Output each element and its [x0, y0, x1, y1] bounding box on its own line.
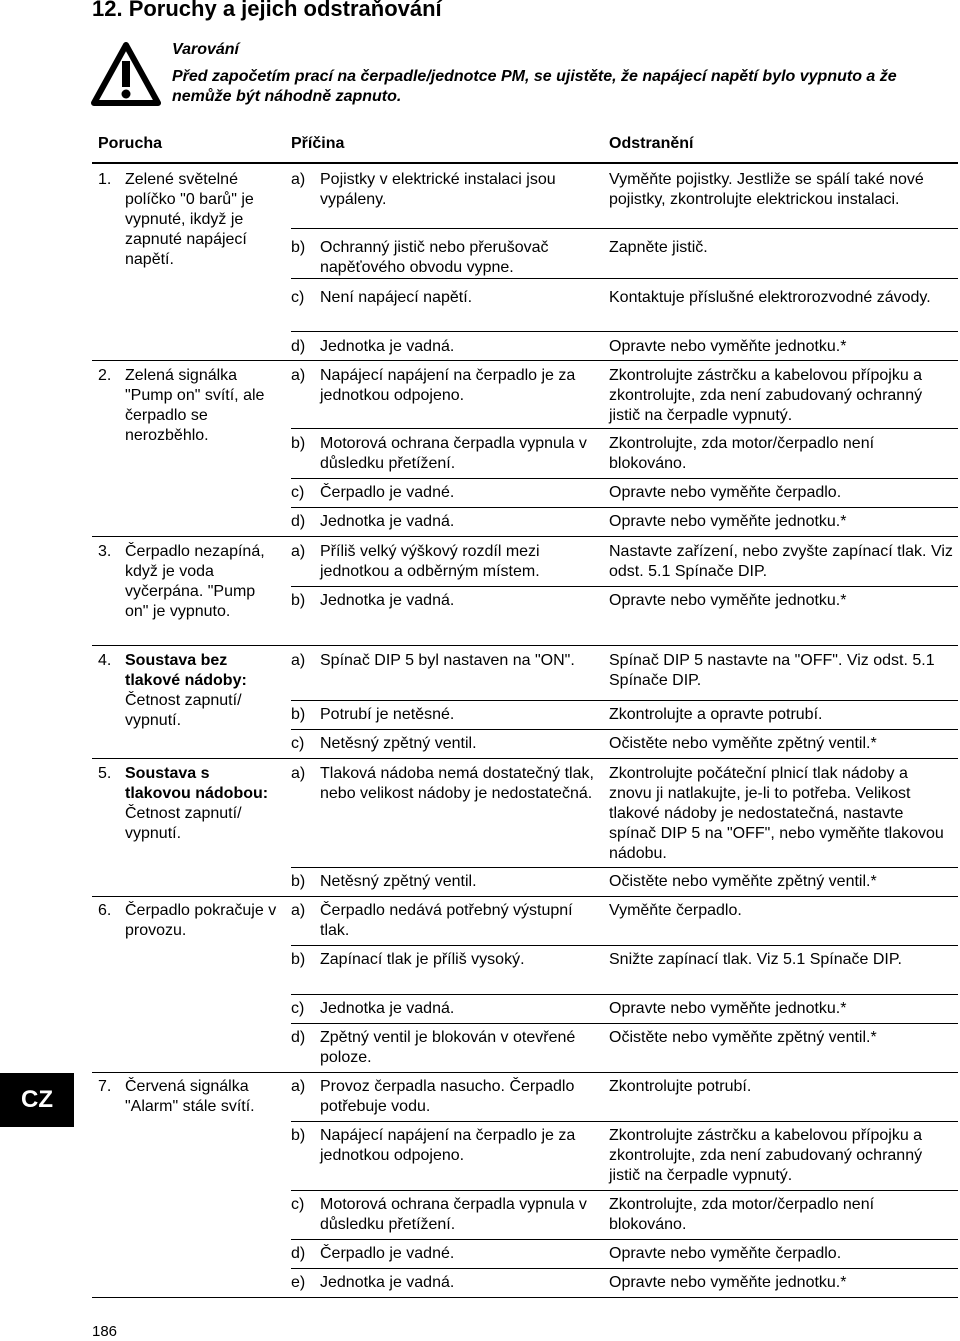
cause-text: Jednotka je vadná. [320, 1000, 455, 1017]
cause-text: Netěsný zpětný ventil. [320, 735, 477, 752]
cause-letter: b) [291, 951, 306, 968]
cause-letter: a) [291, 171, 306, 188]
remedy-text: Zkontrolujte počáteční plnicí tlak nádoby a znovu ji natlakujte, je-li to potřeba. Velikost tlakové nádoby je nedostatečná, nastavte spínač DIP 5 na "OFF", nebo vyměňte tlakovou nádobu. [609, 765, 944, 862]
cause-item [291, 1273, 596, 1293]
fault-text-bold: Soustava s tlakovou nádobou: [125, 765, 269, 802]
row-divider [291, 700, 958, 701]
fault-number: 7. [98, 1078, 112, 1095]
cause-letter: a) [291, 765, 306, 782]
row-divider [291, 428, 958, 429]
cause-item [291, 651, 596, 671]
warning-title: Varování [172, 41, 239, 58]
fault-number: 2. [98, 367, 112, 384]
cause-text: Napájecí napájení na čerpadlo je za jednotkou odpojeno. [320, 367, 576, 404]
cause-item [291, 238, 596, 278]
row-divider [291, 945, 958, 946]
cause-letter: d) [291, 1029, 306, 1046]
fault-divider [92, 536, 958, 537]
cause-letter: b) [291, 706, 306, 723]
cause-letter: b) [291, 592, 306, 609]
remedy-text: Opravte nebo vyměňte čerpadlo. [609, 484, 842, 501]
cause-letter: d) [291, 338, 306, 355]
cause-item [291, 366, 596, 406]
fault-text: Čerpadlo nezapíná, když je voda vyčerpána. "Pump on" je vypnuto. [125, 543, 265, 620]
fault-divider [92, 1072, 958, 1073]
fault-item [98, 901, 278, 941]
cause-item [291, 1195, 596, 1235]
cause-letter: d) [291, 1245, 306, 1262]
fault-divider [92, 758, 958, 759]
cause-item [291, 542, 596, 582]
column-header-fault: Porucha [98, 135, 163, 152]
fault-item [98, 1077, 278, 1117]
fault-number: 5. [98, 765, 112, 782]
remedy-text: Zkontrolujte, zda motor/čerpadlo není blokováno. [609, 1196, 875, 1233]
cause-letter: c) [291, 1000, 305, 1017]
cause-item [291, 512, 596, 532]
cause-item [291, 288, 596, 308]
row-divider [291, 1121, 958, 1122]
remedy-text: Zkontrolujte zástrčku a kabelovou přípojku a zkontrolujte, zda není zabudovaný ochranný jistič na čerpadle vypnutý. [609, 367, 923, 424]
cause-letter: a) [291, 652, 306, 669]
fault-divider [92, 360, 958, 361]
cause-item [291, 591, 596, 611]
row-divider [291, 867, 958, 868]
remedy-text: Zapněte jistič. [609, 239, 708, 256]
remedy-text: Očistěte nebo vyměňte zpětný ventil.* [609, 873, 877, 890]
fault-item [98, 651, 278, 731]
remedy-text: Zkontrolujte a opravte potrubí. [609, 706, 823, 723]
cause-letter: a) [291, 902, 306, 919]
cause-letter: e) [291, 1274, 306, 1291]
fault-number: 6. [98, 902, 112, 919]
cause-item [291, 1126, 596, 1166]
remedy-text: Opravte nebo vyměňte jednotku.* [609, 338, 847, 355]
cause-item [291, 734, 596, 754]
column-header-remedy: Odstranění [609, 135, 694, 152]
row-divider [291, 729, 958, 730]
remedy-text: Opravte nebo vyměňte čerpadlo. [609, 1245, 842, 1262]
cause-item [291, 950, 596, 970]
cause-letter: b) [291, 873, 306, 890]
remedy-text: Opravte nebo vyměňte jednotku.* [609, 1000, 847, 1017]
cause-text: Spínač DIP 5 byl nastaven na "ON". [320, 652, 575, 669]
cause-item [291, 483, 596, 503]
cause-item [291, 170, 596, 210]
warning-text: Před započetím prací na čerpadle/jednotce PM, se ujistěte, že napájecí napětí bylo vypnuto a že nemůže být náhodně zapnuto. [172, 68, 897, 105]
cause-letter: b) [291, 435, 306, 452]
cause-text: Potrubí je netěsné. [320, 706, 455, 723]
cause-letter: a) [291, 543, 306, 560]
cause-text: Ochranný jistič nebo přerušovač napěťového obvodu vypne. [320, 239, 549, 276]
cause-text: Příliš velký výškový rozdíl mezi jednotkou a odběrným místem. [320, 543, 540, 580]
row-divider [291, 586, 958, 587]
cause-text: Pojistky v elektrické instalaci jsou vypáleny. [320, 171, 556, 208]
fault-divider [92, 896, 958, 897]
cause-letter: d) [291, 513, 306, 530]
cause-text: Jednotka je vadná. [320, 1274, 455, 1291]
header-divider [92, 162, 958, 164]
cause-item [291, 337, 596, 357]
fault-text-rest: Četnost zapnutí/ vypnutí. [125, 805, 242, 842]
row-divider [291, 1268, 958, 1269]
remedy-text: Očistěte nebo vyměňte zpětný ventil.* [609, 1029, 877, 1046]
cause-text: Čerpadlo je vadné. [320, 484, 455, 501]
fault-divider [92, 645, 958, 646]
cause-item [291, 1028, 596, 1068]
row-divider [291, 507, 958, 508]
remedy-text: Opravte nebo vyměňte jednotku.* [609, 592, 847, 609]
cause-text: Motorová ochrana čerpadla vypnula v důsledku přetížení. [320, 1196, 587, 1233]
remedy-text: Opravte nebo vyměňte jednotku.* [609, 1274, 847, 1291]
remedy-text: Vyměňte čerpadlo. [609, 902, 742, 919]
fault-number: 1. [98, 171, 112, 188]
cause-item [291, 764, 596, 804]
fault-number: 4. [98, 652, 112, 669]
cause-item [291, 434, 596, 474]
fault-text [125, 764, 278, 844]
cause-item [291, 872, 596, 892]
row-divider [291, 1190, 958, 1191]
remedy-text: Vyměňte pojistky. Jestliže se spálí také nové pojistky, zkontrolujte elektrickou instalaci. [609, 171, 924, 208]
cause-text: Jednotka je vadná. [320, 338, 455, 355]
row-divider [291, 228, 958, 229]
cause-item [291, 999, 596, 1019]
remedy-text: Zkontrolujte potrubí. [609, 1078, 752, 1095]
cause-item [291, 1244, 596, 1264]
fault-item [98, 366, 278, 446]
cause-letter: c) [291, 735, 305, 752]
warning-triangle-icon [91, 42, 161, 106]
row-divider [291, 331, 958, 332]
cause-text: Netěsný zpětný ventil. [320, 873, 477, 890]
cause-letter: a) [291, 367, 306, 384]
cause-item [291, 1077, 596, 1117]
row-divider [291, 1023, 958, 1024]
fault-text [125, 651, 278, 731]
remedy-text: Nastavte zařízení, nebo zvyšte zapínací tlak. Viz odst. 5.1 Spínače DIP. [609, 543, 953, 580]
cause-text: Tlaková nádoba nemá dostatečný tlak, nebo velikost nádoby je nedostatečná. [320, 765, 594, 802]
language-tab: CZ [0, 1073, 74, 1127]
remedy-text: Očistěte nebo vyměňte zpětný ventil.* [609, 735, 877, 752]
cause-text: Motorová ochrana čerpadla vypnula v důsledku přetížení. [320, 435, 587, 472]
row-divider [291, 478, 958, 479]
cause-letter: a) [291, 1078, 306, 1095]
cause-text: Jednotka je vadná. [320, 592, 455, 609]
cause-letter: b) [291, 239, 306, 256]
row-divider [291, 1239, 958, 1240]
row-divider [291, 278, 958, 279]
cause-letter: b) [291, 1127, 306, 1144]
remedy-text: Opravte nebo vyměňte jednotku.* [609, 513, 847, 530]
fault-text: Zelená signálka "Pump on" svítí, ale čerpadlo se nerozběhlo. [125, 367, 265, 444]
remedy-text: Kontaktuje příslušné elektrorozvodné závody. [609, 289, 931, 306]
cause-text: Jednotka je vadná. [320, 513, 455, 530]
cause-text: Provoz čerpadla nasucho. Čerpadlo potřebuje vodu. [320, 1078, 575, 1115]
cause-text: Napájecí napájení na čerpadlo je za jednotkou odpojeno. [320, 1127, 576, 1164]
fault-item [98, 542, 278, 622]
page-number: 186 [92, 1323, 118, 1340]
section-heading: 12. Poruchy a jejich odstraňování [92, 0, 442, 21]
fault-item [98, 764, 278, 844]
fault-number: 3. [98, 543, 112, 560]
row-divider [291, 994, 958, 995]
fault-text: Čerpadlo pokračuje v provozu. [125, 902, 277, 939]
fault-text: Zelené světelné políčko "0 barů" je vypnuté, ikdyž je zapnuté napájecí napětí. [125, 171, 254, 268]
cause-letter: c) [291, 484, 305, 501]
cause-letter: c) [291, 1196, 305, 1213]
remedy-text: Snižte zapínací tlak. Viz 5.1 Spínače DIP. [609, 951, 902, 968]
cause-text: Zapínací tlak je příliš vysoký. [320, 951, 525, 968]
cause-item [291, 901, 596, 941]
remedy-text: Zkontrolujte, zda motor/čerpadlo není blokováno. [609, 435, 875, 472]
remedy-text: Spínač DIP 5 nastavte na "OFF". Viz odst. 5.1 Spínače DIP. [609, 652, 935, 689]
cause-text: Čerpadlo je vadné. [320, 1245, 455, 1262]
cause-letter: c) [291, 289, 305, 306]
fault-divider [92, 1297, 958, 1298]
fault-text-rest: Četnost zapnutí/ vypnutí. [125, 692, 242, 729]
cause-text: Zpětný ventil je blokován v otevřené poloze. [320, 1029, 576, 1066]
cause-item [291, 705, 596, 725]
fault-item [98, 170, 278, 270]
remedy-text: Zkontrolujte zástrčku a kabelovou přípojku a zkontrolujte, zda není zabudovaný ochranný jistič na čerpadle vypnutý. [609, 1127, 923, 1184]
cause-text: Není napájecí napětí. [320, 289, 473, 306]
fault-text-bold: Soustava bez tlakové nádoby: [125, 652, 247, 689]
fault-text: Červená signálka "Alarm" stále svítí. [125, 1078, 255, 1115]
column-header-cause: Příčina [291, 135, 345, 152]
cause-text: Čerpadlo nedává potřebný výstupní tlak. [320, 902, 573, 939]
